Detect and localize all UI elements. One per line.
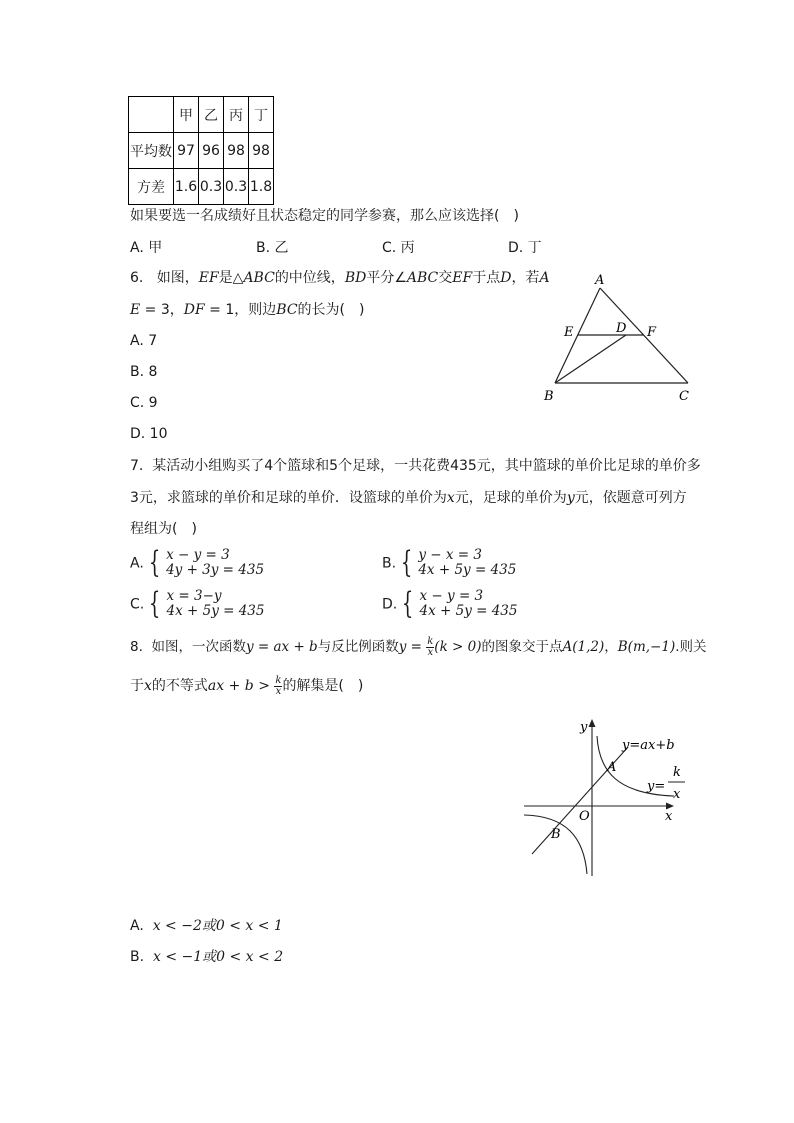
equation: 4x + 5y = 435 — [419, 603, 518, 619]
equation-system — [420, 589, 518, 619]
q6-math: E — [130, 302, 141, 318]
q8-text: 如图，一次函数 — [151, 639, 246, 655]
q7-line3: 程组为( ) — [130, 521, 197, 537]
q7-line1 — [130, 456, 701, 476]
q8-math: B(m,−1) — [617, 639, 676, 655]
label-e: E — [564, 325, 574, 340]
q7-text: 3元，求篮球的单价和足球的单价．设篮球的单价为 — [130, 490, 447, 506]
q5-option-b[interactable]: B. 乙 — [256, 240, 289, 256]
equation-system — [166, 548, 264, 578]
q7-text: 元，足球的单价为 — [454, 490, 567, 506]
equation-system — [167, 589, 265, 619]
option-text: x < −1或0 < x < 2 — [152, 949, 284, 965]
q6-math: BD — [344, 270, 367, 286]
q8-text: 的不等式 — [151, 678, 208, 694]
frac-num: k — [427, 635, 434, 647]
brace-icon: { — [400, 545, 413, 580]
y-axis-arrow-icon — [589, 719, 596, 727]
row-label: 平均数 — [129, 133, 174, 169]
equation: 4x + 5y = 435 — [166, 603, 265, 619]
q7-math: x — [446, 490, 455, 506]
q5-option-d[interactable]: D. 丁 — [508, 240, 542, 256]
table-header-cell: 甲 — [174, 97, 199, 133]
label-y-axis: y — [580, 720, 588, 735]
option-label: B. — [382, 555, 397, 572]
equation: x = 3−y — [166, 588, 222, 604]
option-text: x < −2或0 < x < 1 — [152, 918, 283, 934]
label-x-axis: x — [665, 809, 673, 824]
q8-text: 于 — [130, 678, 144, 694]
q8-text: 的解集是( ) — [282, 678, 364, 694]
q5-option-a[interactable]: A. 甲 — [130, 240, 163, 256]
triangle-figure — [538, 268, 698, 408]
label-hyperbola-k: k — [673, 765, 681, 780]
q6-math: A — [539, 270, 550, 286]
q7-line2 — [130, 488, 687, 508]
q6-text: 如图， — [156, 270, 199, 286]
q8-math: x — [144, 678, 152, 694]
label-line-eq: y=ax+b — [622, 738, 675, 753]
q6-option-c[interactable]: C. 9 — [130, 395, 158, 411]
q6-text: 的长为( ) — [297, 302, 365, 318]
option-label: A. — [130, 555, 144, 572]
frac-den: x — [275, 685, 282, 697]
q8-number: 8. — [130, 639, 143, 655]
label-b: B — [544, 389, 554, 404]
q7-option-b[interactable] — [382, 545, 517, 580]
option-label: A. — [130, 918, 144, 934]
table-header-cell — [129, 97, 174, 133]
q8-math: ax + b > — [207, 678, 275, 694]
q8-option-b[interactable] — [130, 947, 283, 967]
table-row — [129, 169, 274, 205]
q8-text: ， — [604, 639, 618, 655]
frac-den: x — [427, 646, 434, 658]
row-label: 方差 — [129, 169, 174, 205]
label-d: D — [616, 321, 627, 336]
q6-text: = 1，则边 — [204, 302, 277, 318]
q8-math: (k > 0) — [434, 639, 482, 655]
q6-text: 平分∠ — [366, 270, 407, 286]
q6-line2 — [130, 300, 364, 320]
score-table — [128, 96, 274, 205]
brace-icon: { — [149, 586, 161, 621]
equation: x − y = 3 — [166, 547, 230, 563]
q7-option-c[interactable] — [130, 586, 265, 621]
q6-text: 交 — [438, 270, 453, 286]
q6-text: 的中位线， — [274, 270, 345, 286]
table-cell: 1.8 — [249, 169, 274, 205]
q8-math: y = ax + b — [245, 639, 318, 655]
table-cell: 98 — [249, 133, 274, 169]
q6-text: 于点 — [472, 270, 501, 286]
brace-icon: { — [402, 586, 414, 621]
table-header-cell: 丙 — [224, 97, 249, 133]
q5-option-c[interactable]: C. 丙 — [382, 240, 415, 256]
q6-text: ，若 — [511, 270, 540, 286]
q6-option-b[interactable]: B. 8 — [130, 364, 158, 380]
equation: x − y = 3 — [419, 588, 484, 604]
option-label: D. — [382, 596, 398, 613]
label-f: F — [647, 325, 657, 340]
label-point-a: A — [607, 760, 617, 775]
table-cell: 1.6 — [174, 169, 199, 205]
table-cell: 97 — [174, 133, 199, 169]
q8-line1 — [130, 636, 707, 658]
table-cell: 0.3 — [224, 169, 249, 205]
table-cell: 96 — [199, 133, 224, 169]
equation-system — [418, 548, 516, 578]
equation: 4y + 3y = 435 — [166, 562, 265, 578]
q8-text: 与反比例函数 — [317, 639, 399, 655]
option-label: C. — [130, 596, 145, 613]
q8-line2 — [130, 675, 363, 697]
function-graph — [518, 712, 708, 880]
q7-option-a[interactable] — [130, 545, 265, 580]
q6-math: ABC — [406, 270, 439, 286]
brace-icon: { — [148, 545, 161, 580]
q8-math: y = — [398, 639, 427, 655]
q6-text: = 3， — [140, 302, 184, 318]
q5-stem: 如果要选一名成绩好且状态稳定的同学参赛，那么应该选择( ) — [130, 208, 519, 224]
q6-text: 是△ — [218, 270, 244, 286]
segment-bd — [555, 335, 626, 383]
equation: y − x = 3 — [418, 547, 482, 563]
table-cell: 98 — [224, 133, 249, 169]
q6-math: DF — [183, 302, 205, 318]
q6-number: 6. — [130, 270, 144, 286]
q6-line1 — [130, 268, 550, 288]
q7-text: 元，依题意可列方 — [574, 490, 687, 506]
q6-math: D — [500, 270, 512, 286]
table-cell: 0.3 — [199, 169, 224, 205]
table-header-row — [129, 97, 274, 133]
q8-option-a[interactable] — [130, 916, 283, 936]
q7-text: 某活动小组购买了4个篮球和5个足球，一共花费435元，其中篮球的单价比足球的单价多 — [152, 458, 701, 474]
table-row — [129, 133, 274, 169]
q6-math: EF — [452, 270, 473, 286]
q7-math: y — [566, 490, 575, 506]
label-hyperbola-y: y= — [647, 779, 666, 794]
label-point-b: B — [551, 827, 561, 842]
q6-option-d[interactable]: D. 10 — [130, 426, 168, 442]
label-origin: O — [579, 809, 590, 824]
option-label: B. — [130, 949, 145, 965]
q8-text: 的图象交于点 — [481, 639, 563, 655]
frac-num: k — [275, 674, 282, 686]
hyperbola-branch-2 — [524, 815, 587, 874]
q8-math: A(1,2) — [562, 639, 605, 655]
q6-math: ABC — [243, 270, 275, 286]
table-header-cell: 乙 — [199, 97, 224, 133]
q6-option-a[interactable]: A. 7 — [130, 333, 158, 349]
equation: 4x + 5y = 435 — [418, 562, 517, 578]
q6-math: BC — [276, 302, 298, 318]
q6-math: EF — [198, 270, 219, 286]
table-header-cell: 丁 — [249, 97, 274, 133]
q8-text: .则关 — [675, 639, 707, 655]
label-a: A — [595, 273, 605, 288]
q7-number: 7. — [130, 458, 144, 474]
label-hyperbola-x: x — [673, 787, 681, 802]
label-c: C — [679, 389, 689, 404]
q7-option-d[interactable] — [382, 586, 518, 621]
